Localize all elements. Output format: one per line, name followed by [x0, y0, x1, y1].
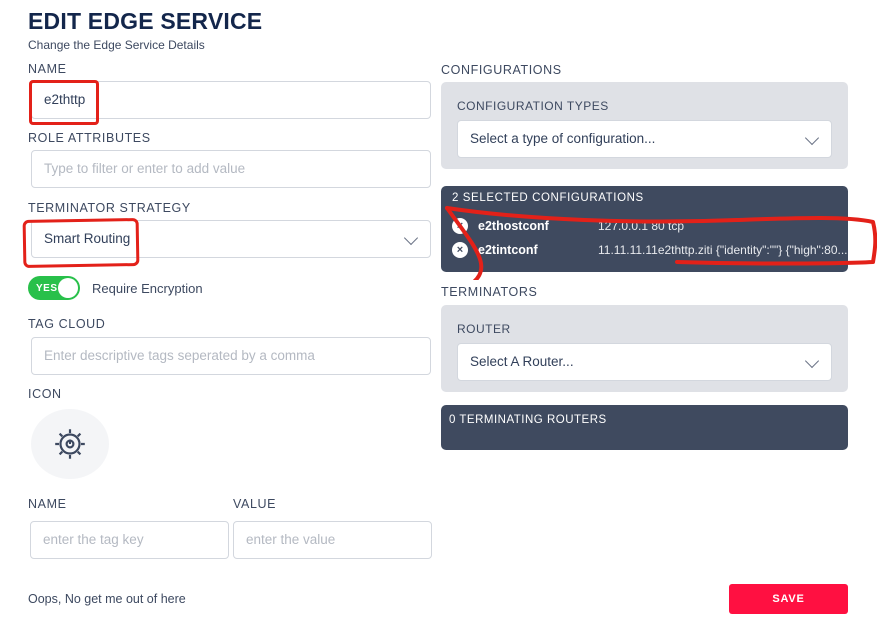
list-item[interactable] [452, 242, 848, 258]
router-label: ROUTER [457, 322, 511, 336]
close-icon[interactable]: × [452, 242, 468, 258]
terminating-routers-panel [441, 405, 848, 450]
tag-cloud-input[interactable]: Enter descriptive tags seperated by a comma [31, 337, 431, 375]
tag-value-input[interactable]: enter the value [233, 521, 432, 559]
name-input[interactable]: e2thttp [31, 81, 431, 119]
gear-shield-icon [50, 424, 90, 464]
terminator-strategy-label: TERMINATOR STRATEGY [28, 201, 191, 215]
list-item[interactable] [452, 218, 684, 234]
configuration-type-value: Select a type of configuration... [470, 131, 656, 146]
require-encryption-label: Require Encryption [92, 280, 203, 296]
name-label: NAME [28, 62, 67, 76]
configuration-detail: 127.0.0.1 80 tcp [598, 219, 685, 233]
configuration-name: e2tintconf [478, 243, 538, 257]
terminator-strategy-value: Smart Routing [44, 231, 131, 246]
selected-configurations-title: 2 SELECTED CONFIGURATIONS [452, 192, 644, 204]
icon-label: ICON [28, 387, 62, 401]
configuration-name: e2thostconf [478, 219, 549, 233]
toggle-state-label: YES [36, 282, 58, 294]
page-subtitle: Change the Edge Service Details [28, 38, 205, 52]
configuration-type-select[interactable] [457, 120, 832, 158]
role-attributes-input[interactable]: Type to filter or enter to add value [31, 150, 431, 188]
chevron-down-icon [807, 132, 819, 144]
configurations-label: CONFIGURATIONS [441, 63, 562, 77]
terminators-label: TERMINATORS [441, 285, 538, 299]
cancel-link[interactable]: Oops, No get me out of here [28, 592, 186, 606]
chevron-down-icon [406, 232, 418, 244]
tag-key-label: NAME [28, 497, 67, 511]
router-value: Select A Router... [470, 354, 574, 369]
chevron-down-icon [807, 355, 819, 367]
router-select[interactable] [457, 343, 832, 381]
terminating-routers-title: 0 TERMINATING ROUTERS [449, 414, 607, 426]
page-title: EDIT EDGE SERVICE [28, 8, 263, 34]
configuration-detail: 11.11.11.11e2thttp.ziti {"identity":""} {"high":80... [598, 243, 848, 257]
configuration-types-label: CONFIGURATION TYPES [457, 99, 609, 113]
save-button[interactable]: SAVE [729, 584, 848, 614]
close-icon[interactable]: × [452, 218, 468, 234]
tag-key-input[interactable]: enter the tag key [30, 521, 229, 559]
require-encryption-toggle[interactable] [28, 276, 80, 300]
terminator-strategy-select[interactable] [31, 220, 431, 258]
tag-cloud-label: TAG CLOUD [28, 317, 106, 331]
role-attributes-label: ROLE ATTRIBUTES [28, 131, 151, 145]
require-encryption-row[interactable] [28, 276, 203, 300]
toggle-knob [58, 278, 78, 298]
service-icon-picker[interactable] [31, 409, 109, 479]
tag-value-label: VALUE [233, 497, 277, 511]
